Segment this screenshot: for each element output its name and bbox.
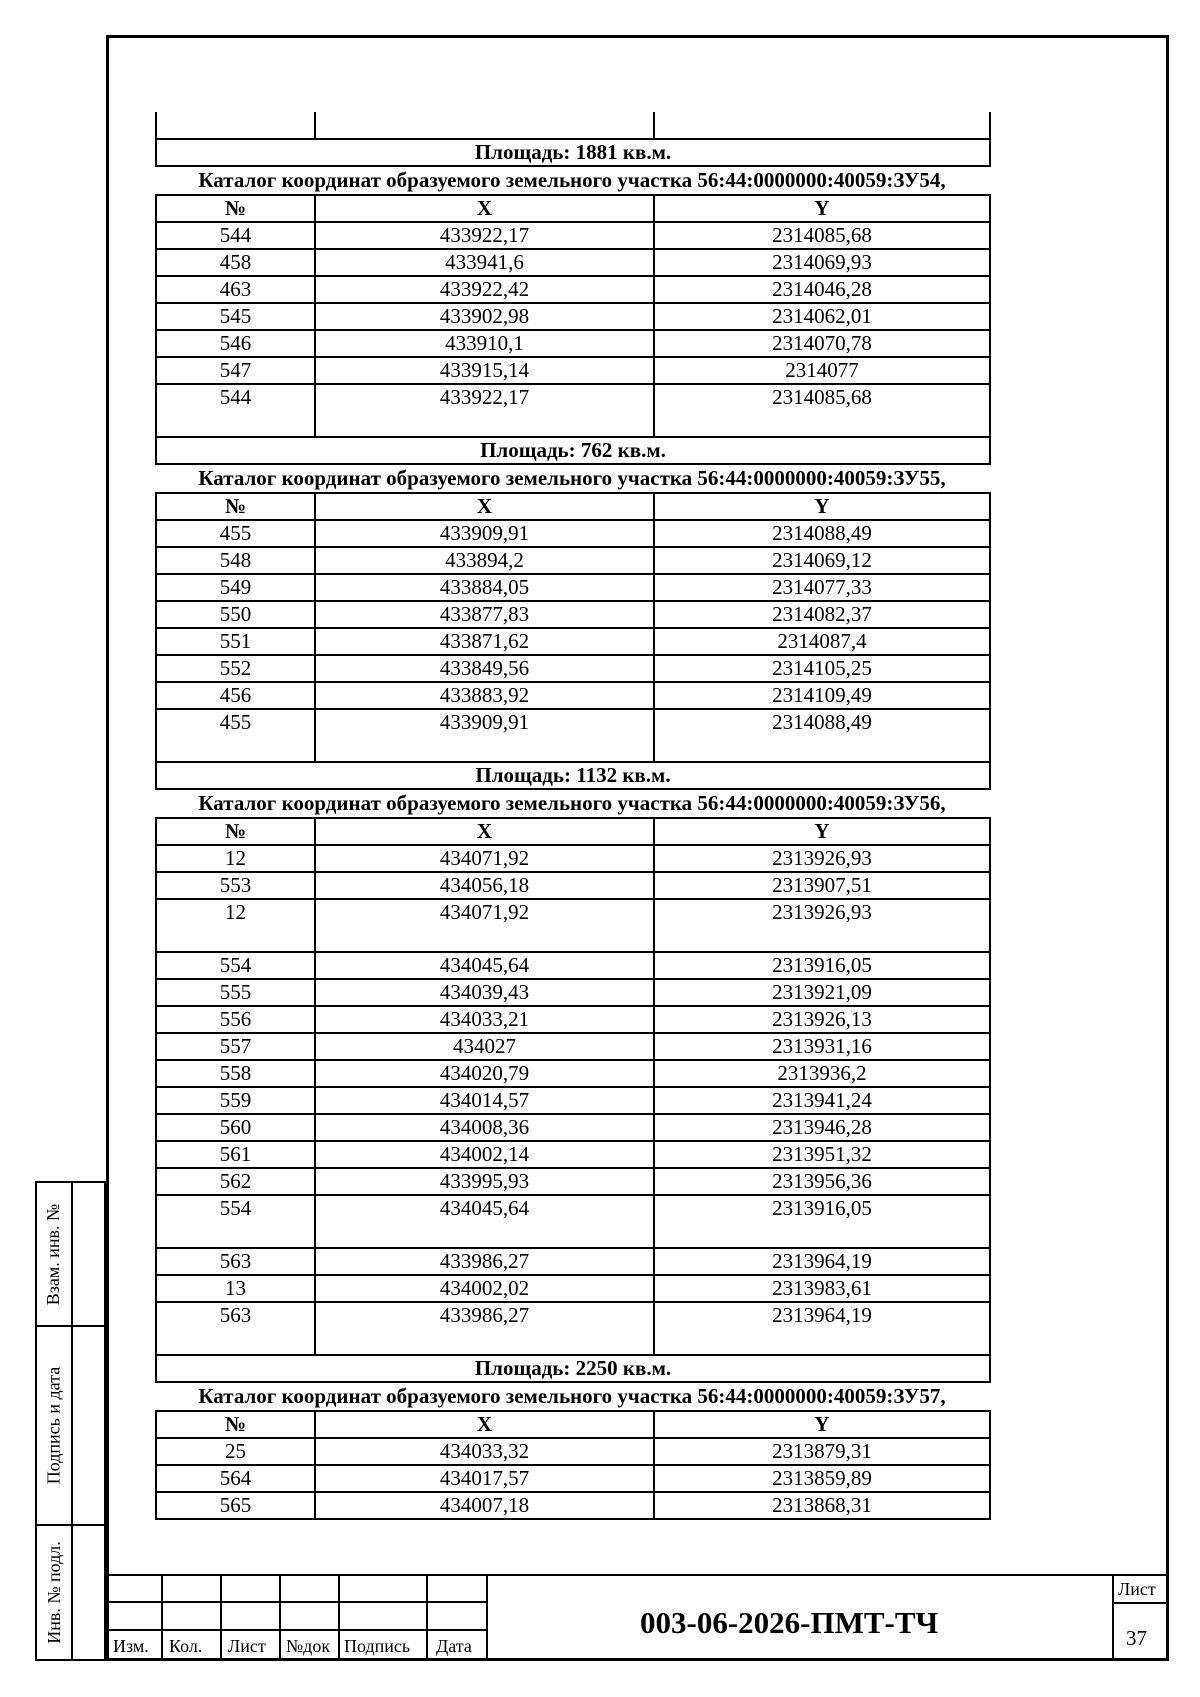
coordinate-catalog	[155, 112, 989, 1520]
y-coordinate-cell: 2314082,37	[654, 601, 990, 628]
header-x: X	[315, 818, 654, 845]
y-coordinate-cell: 2314077	[654, 357, 990, 384]
y-coordinate-cell: 2313931,16	[654, 1033, 990, 1060]
area-label: Площадь: 1132 кв.м.	[156, 762, 990, 789]
side-block-inv	[35, 1524, 106, 1661]
table-row	[156, 1275, 990, 1302]
point-number-cell: 13	[156, 1275, 315, 1302]
coordinate-table	[155, 1410, 991, 1520]
y-coordinate-cell: 2314085,68	[654, 384, 990, 437]
header-number: №	[156, 493, 315, 520]
x-coordinate-cell: 434002,02	[315, 1275, 654, 1302]
x-coordinate-cell: 433909,91	[315, 520, 654, 547]
area-row	[156, 437, 990, 464]
stamp-caption-list: Лист	[228, 1636, 266, 1656]
stamp-caption-izm: Изм.	[113, 1636, 149, 1656]
point-number-cell: 550	[156, 601, 315, 628]
x-coordinate-cell: 434071,92	[315, 899, 654, 952]
table-row	[156, 682, 990, 709]
x-coordinate-cell: 433986,27	[315, 1248, 654, 1275]
table-header-row	[156, 493, 990, 520]
y-coordinate-cell: 2313916,05	[654, 1195, 990, 1248]
area-row	[156, 762, 990, 789]
point-number-cell: 553	[156, 872, 315, 899]
table-header-row	[156, 1411, 990, 1438]
point-number-cell: 544	[156, 384, 315, 437]
x-coordinate-cell: 434033,21	[315, 1006, 654, 1033]
x-coordinate-cell: 434014,57	[315, 1087, 654, 1114]
y-coordinate-cell: 2314109,49	[654, 682, 990, 709]
x-coordinate-cell: 433986,27	[315, 1302, 654, 1355]
header-y: Y	[654, 493, 990, 520]
point-number-cell: 458	[156, 249, 315, 276]
area-row	[156, 1355, 990, 1382]
document-code: 003-06-2026-ПМТ-ТЧ	[640, 1605, 939, 1640]
y-coordinate-cell: 2313868,31	[654, 1492, 990, 1519]
table-row	[156, 1248, 990, 1275]
point-number-cell: 554	[156, 952, 315, 979]
table-header-row	[156, 818, 990, 845]
y-coordinate-cell: 2314088,49	[654, 520, 990, 547]
x-coordinate-cell: 434017,57	[315, 1465, 654, 1492]
x-coordinate-cell: 433871,62	[315, 628, 654, 655]
header-number: №	[156, 818, 315, 845]
table-row	[156, 1033, 990, 1060]
x-coordinate-cell: 434071,92	[315, 845, 654, 872]
table-header-row	[156, 195, 990, 222]
catalog-title: Каталог координат образуемого земельного участка 56:44:0000000:40059:ЗУ55,	[198, 466, 946, 490]
header-number: №	[156, 195, 315, 222]
y-coordinate-cell: 2314069,12	[654, 547, 990, 574]
area-label: Площадь: 762 кв.м.	[156, 437, 990, 464]
point-number-cell: 560	[156, 1114, 315, 1141]
point-number-cell: 546	[156, 330, 315, 357]
point-number-cell: 544	[156, 222, 315, 249]
x-coordinate-cell: 434008,36	[315, 1114, 654, 1141]
table-row	[156, 872, 990, 899]
point-number-cell: 545	[156, 303, 315, 330]
y-coordinate-cell: 2313936,2	[654, 1060, 990, 1087]
y-coordinate-cell: 2313916,05	[654, 952, 990, 979]
point-number-cell: 549	[156, 574, 315, 601]
y-coordinate-cell: 2313941,24	[654, 1087, 990, 1114]
table-row	[156, 1006, 990, 1033]
x-coordinate-cell: 433909,91	[315, 709, 654, 762]
point-number-cell: 25	[156, 1438, 315, 1465]
x-coordinate-cell: 434002,14	[315, 1141, 654, 1168]
point-number-cell: 547	[156, 357, 315, 384]
side-label-podpis: Подпись и дата	[43, 1366, 64, 1485]
catalog-title: Каталог координат образуемого земельного участка 56:44:0000000:40059:ЗУ54,	[198, 168, 946, 192]
table-row	[156, 1492, 990, 1519]
point-number-cell: 558	[156, 1060, 315, 1087]
y-coordinate-cell: 2314062,01	[654, 303, 990, 330]
y-coordinate-cell: 2314105,25	[654, 655, 990, 682]
y-coordinate-cell: 2313879,31	[654, 1438, 990, 1465]
x-coordinate-cell: 433922,42	[315, 276, 654, 303]
y-coordinate-cell: 2314077,33	[654, 574, 990, 601]
catalog-title: Каталог координат образуемого земельного участка 56:44:0000000:40059:ЗУ56,	[198, 791, 946, 815]
table-row	[156, 845, 990, 872]
x-coordinate-cell: 433849,56	[315, 655, 654, 682]
x-coordinate-cell: 433883,92	[315, 682, 654, 709]
x-coordinate-cell: 434045,64	[315, 952, 654, 979]
table-row	[156, 1438, 990, 1465]
x-coordinate-cell: 433894,2	[315, 547, 654, 574]
point-number-cell: 563	[156, 1248, 315, 1275]
point-number-cell: 555	[156, 979, 315, 1006]
header-y: Y	[654, 195, 990, 222]
y-coordinate-cell: 2313926,93	[654, 899, 990, 952]
point-number-cell: 561	[156, 1141, 315, 1168]
header-x: X	[315, 195, 654, 222]
point-number-cell: 455	[156, 709, 315, 762]
y-coordinate-cell: 2313983,61	[654, 1275, 990, 1302]
table-row	[156, 222, 990, 249]
coordinate-table	[155, 194, 991, 465]
x-coordinate-cell: 434045,64	[315, 1195, 654, 1248]
y-coordinate-cell: 2314087,4	[654, 628, 990, 655]
point-number-cell: 455	[156, 520, 315, 547]
x-coordinate-cell: 433884,05	[315, 574, 654, 601]
table-row	[156, 628, 990, 655]
point-number-cell: 565	[156, 1492, 315, 1519]
point-number-cell: 559	[156, 1087, 315, 1114]
table-row	[156, 1087, 990, 1114]
table-row	[156, 384, 990, 437]
table-row	[156, 249, 990, 276]
header-x: X	[315, 1411, 654, 1438]
point-number-cell: 556	[156, 1006, 315, 1033]
y-coordinate-cell: 2314070,78	[654, 330, 990, 357]
y-coordinate-cell: 2313964,19	[654, 1248, 990, 1275]
point-number-cell: 563	[156, 1302, 315, 1355]
area-label: Площадь: 2250 кв.м.	[156, 1355, 990, 1382]
coordinate-table	[155, 817, 991, 1383]
table-row	[156, 1114, 990, 1141]
header-x: X	[315, 493, 654, 520]
x-coordinate-cell: 433922,17	[315, 384, 654, 437]
y-coordinate-cell: 2314069,93	[654, 249, 990, 276]
y-coordinate-cell: 2313956,36	[654, 1168, 990, 1195]
x-coordinate-cell: 434039,43	[315, 979, 654, 1006]
point-number-cell: 463	[156, 276, 315, 303]
y-coordinate-cell: 2313926,93	[654, 845, 990, 872]
table-row	[156, 303, 990, 330]
y-coordinate-cell: 2313907,51	[654, 872, 990, 899]
side-block-vzam	[35, 1181, 106, 1327]
stamp-caption-podpis: Подпись	[344, 1636, 411, 1656]
y-coordinate-cell: 2313964,19	[654, 1302, 990, 1355]
point-number-cell: 12	[156, 899, 315, 952]
x-coordinate-cell: 433910,1	[315, 330, 654, 357]
y-coordinate-cell: 2314088,49	[654, 709, 990, 762]
stamp-caption-ndok: №док	[286, 1636, 331, 1656]
x-coordinate-cell: 433995,93	[315, 1168, 654, 1195]
table-row	[156, 357, 990, 384]
table-row	[156, 979, 990, 1006]
x-coordinate-cell: 433902,98	[315, 303, 654, 330]
table-row	[156, 601, 990, 628]
point-number-cell: 564	[156, 1465, 315, 1492]
coordinate-table	[155, 492, 991, 790]
point-number-cell: 456	[156, 682, 315, 709]
catalog-title: Каталог координат образуемого земельного участка 56:44:0000000:40059:ЗУ57,	[198, 1384, 946, 1408]
header-y: Y	[654, 1411, 990, 1438]
header-y: Y	[654, 818, 990, 845]
point-number-cell: 554	[156, 1195, 315, 1248]
table-row	[156, 899, 990, 952]
x-coordinate-cell: 433922,17	[315, 222, 654, 249]
table-row	[156, 1465, 990, 1492]
table-row	[156, 1168, 990, 1195]
table-row	[156, 1302, 990, 1355]
x-coordinate-cell: 433877,83	[315, 601, 654, 628]
sheet-label: Лист	[1118, 1579, 1156, 1599]
x-coordinate-cell: 433915,14	[315, 357, 654, 384]
table-row	[156, 1141, 990, 1168]
side-block-podpis	[35, 1325, 106, 1526]
side-label-inv: Инв. № подл.	[43, 1541, 64, 1644]
table-row	[156, 1060, 990, 1087]
area-label: Площадь: 1881 кв.м.	[156, 139, 990, 166]
y-coordinate-cell: 2313859,89	[654, 1465, 990, 1492]
table-row	[156, 952, 990, 979]
y-coordinate-cell: 2314085,68	[654, 222, 990, 249]
point-number-cell: 551	[156, 628, 315, 655]
y-coordinate-cell: 2314046,28	[654, 276, 990, 303]
point-number-cell: 562	[156, 1168, 315, 1195]
table-row	[156, 709, 990, 762]
stamp-caption-data: Дата	[436, 1636, 472, 1656]
sheet-number: 37	[1126, 1626, 1147, 1650]
title-block	[106, 1574, 1169, 1661]
y-coordinate-cell: 2313946,28	[654, 1114, 990, 1141]
point-number-cell: 557	[156, 1033, 315, 1060]
point-number-cell: 548	[156, 547, 315, 574]
side-label-vzam: Взам. инв. №	[43, 1203, 64, 1305]
x-coordinate-cell: 433941,6	[315, 249, 654, 276]
table-row	[156, 330, 990, 357]
header-number: №	[156, 1411, 315, 1438]
x-coordinate-cell: 434056,18	[315, 872, 654, 899]
y-coordinate-cell: 2313926,13	[654, 1006, 990, 1033]
x-coordinate-cell: 434027	[315, 1033, 654, 1060]
table-row	[156, 520, 990, 547]
y-coordinate-cell: 2313951,32	[654, 1141, 990, 1168]
top-fragment	[155, 112, 991, 167]
y-coordinate-cell: 2313921,09	[654, 979, 990, 1006]
stamp-caption-kol: Кол.	[169, 1636, 203, 1656]
table-row	[156, 276, 990, 303]
point-number-cell: 552	[156, 655, 315, 682]
point-number-cell: 12	[156, 845, 315, 872]
table-row	[156, 547, 990, 574]
x-coordinate-cell: 434033,32	[315, 1438, 654, 1465]
x-coordinate-cell: 434007,18	[315, 1492, 654, 1519]
table-row	[156, 574, 990, 601]
table-row	[156, 1195, 990, 1248]
table-row	[156, 655, 990, 682]
x-coordinate-cell: 434020,79	[315, 1060, 654, 1087]
